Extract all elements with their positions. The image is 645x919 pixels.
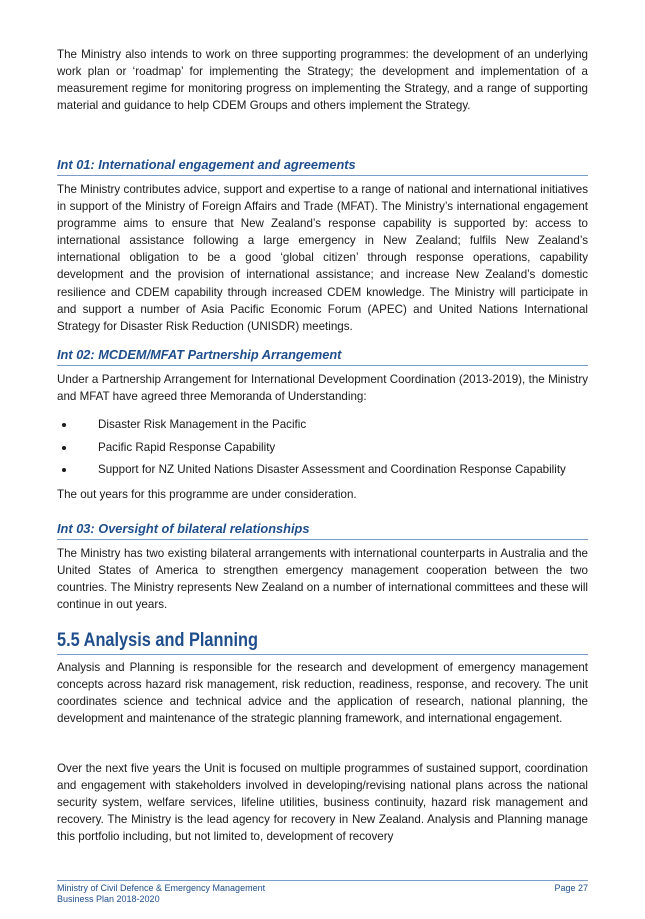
intro-paragraph: The Ministry also intends to work on three supporting programmes: the development of an underlying work plan or ‘roadmap’ for implementing the Strategy; the development and implementation of a measurement regime for monitoring progress on implementing the Strategy, and a range of supporting material and guidance to help CDEM Groups and others implement the Strategy. bbox=[57, 48, 588, 113]
page-footer bbox=[57, 883, 588, 905]
section55-paragraph-1: Analysis and Planning is responsible for the research and development of emergency management concepts across hazard risk management, risk reduction, readiness, response, and recovery. The unit coordinates science and technical advice and the application of research, national planning, the development and maintenance of the strategic planning framework, and international engagement. bbox=[57, 661, 588, 726]
footer-divider bbox=[57, 880, 588, 881]
int02-body: Under a Partnership Arrangement for International Development Coordination (2013-2019), the Ministry and MFAT have agreed three Memoranda of Understanding: bbox=[57, 373, 588, 404]
int03-heading: Int 03: Oversight of bilateral relationships bbox=[57, 521, 588, 540]
section55-paragraph-2: Over the next five years the Unit is focused on multiple programmes of sustained support, coordination and engagement with stakeholders involved in developing/revising national plans across the national security system, welfare services, lifeline utilities, business continuity, hazard risk management and recovery. The Ministry is the lead agency for recovery in New Zealand. Analysis and Planning manage this portfolio including, but not limited to, development of recovery bbox=[57, 762, 588, 844]
bullet-icon bbox=[62, 468, 66, 472]
list-item: Pacific Rapid Response Capability bbox=[57, 439, 588, 462]
page-number: Page 27 bbox=[554, 883, 588, 893]
int02-heading: Int 02: MCDEM/MFAT Partnership Arrangement bbox=[57, 347, 588, 366]
int02-closing: The out years for this programme are under consideration. bbox=[57, 488, 357, 501]
bullet-icon bbox=[62, 423, 66, 427]
list-item: Support for NZ United Nations Disaster Assessment and Coordination Response Capability bbox=[57, 461, 588, 484]
int01-heading: Int 01: International engagement and agreements bbox=[57, 157, 588, 176]
section-heading-analysis-planning: 5.5 Analysis and Planning bbox=[57, 630, 258, 651]
footer-org: Ministry of Civil Defence & Emergency Management bbox=[57, 883, 266, 893]
int01-body: The Ministry contributes advice, support and expertise to a range of national and international initiatives in support of the Ministry of Foreign Affairs and Trade (MFAT). The Ministry’s international engagement programme aims to ensure that New Zealand’s response capability is supported by: access to international assistance following a large emergency in New Zealand; fulfils New Zealand’s international obligation to be a good ‘global citizen’ through response operations, capability development and the provision of international assistance; and increase New Zealand’s domestic resilience and CDEM capability through increased CDEM knowledge. The Ministry will participate in and support a number of Asia Pacific Economic Forum (APEC) and United Nations International Strategy for Disaster Risk Reduction (UNISDR) meetings. bbox=[57, 183, 588, 333]
mou-list bbox=[57, 416, 588, 484]
bullet-icon bbox=[62, 446, 66, 450]
section-divider bbox=[57, 654, 588, 655]
list-item: Disaster Risk Management in the Pacific bbox=[57, 416, 588, 439]
int03-body: The Ministry has two existing bilateral arrangements with international counterparts in Australia and the United States of America to strengthen emergency management cooperation between the two countries. The Ministry represents New Zealand on a number of international committees and these will continue in out years. bbox=[57, 547, 588, 612]
footer-doc-title: Business Plan 2018-2020 bbox=[57, 894, 160, 904]
